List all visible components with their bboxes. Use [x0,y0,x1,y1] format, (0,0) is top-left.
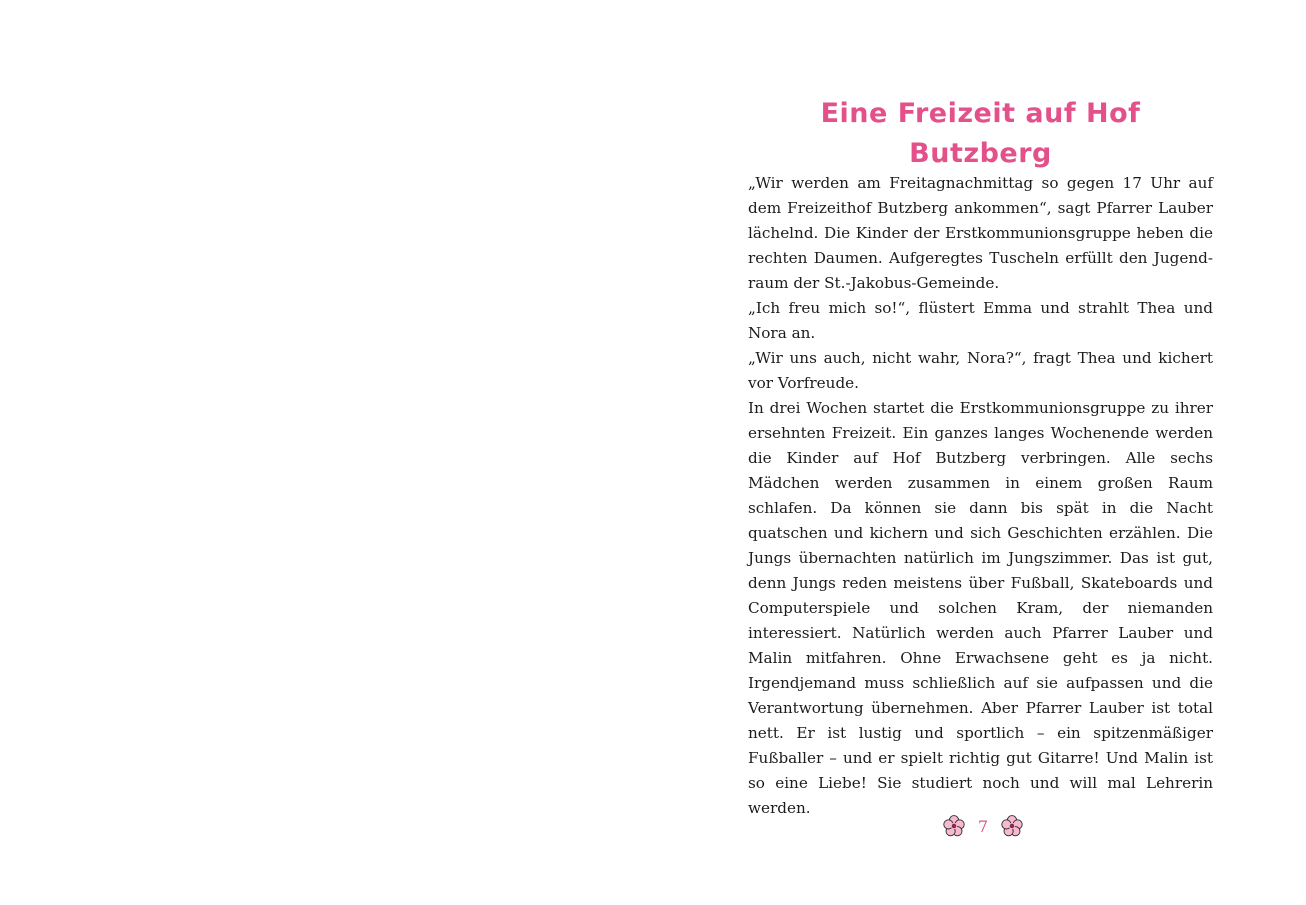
chapter-title: Eine Freizeit auf Hof Butzberg [820,98,1141,169]
paragraph: „Ich freu mich so!“, flüstert Emma und strahlt Thea und Nora an. [748,299,1213,342]
paragraph: In drei Wochen startet die Erstkommunionsgruppe zu ihrer ersehnten Freizeit. Ein ganzes langes Wochenende werden die Kinder auf Hof Butzberg verbringen. Alle sechs Mädchen werden zusammen in einem großen Raum schlafen. Da können sie dann bis spät in die Nacht quatschen und kichern und sich Geschichten erzählen. Die Jungs übernachten natürlich im Jungszimmer. Das ist gut, denn Jungs reden meistens über Fußball, Skateboards und Computerspiele und solchen Kram, der niemanden interessiert. Natürlich werden auch Pfarrer Lauber und Malin mitfahren. Ohne Erwachsene geht es ja nicht. Irgendjemand muss schließlich auf sie aufpassen und die Verantwortung übernehmen. Aber Pfarrer Lauber ist total nett. Er ist lustig und sportlich – ein spitzenmäßiger Fußballer – und er spielt richtig gut Gitarre! Und Malin ist so eine Liebe! Sie studiert noch und will mal Lehrerin werden. [748,399,1213,817]
flower-icon [942,814,966,838]
chapter-body [748,171,1213,821]
flower-icon [1000,814,1024,838]
page-number: 7 [977,816,989,836]
paragraph: „Wir uns auch, nicht wahr, Nora?“, fragt Thea und kichert vor Vorfreude. [748,349,1213,392]
right-page [653,0,1306,905]
page-footer [933,812,1033,840]
paragraph: „Wir werden am Freitagnachmittag so gegen 17 Uhr auf dem Freizeithof Butzberg ankommen“, sagt Pfarrer Lauber lächelnd. Die Kinder der Erstkommunionsgruppe heben die rechten Daumen. Aufgeregtes Tuscheln erfüllt den Jugendraum der St.-Jakobus-Gemeinde. [748,174,1213,292]
